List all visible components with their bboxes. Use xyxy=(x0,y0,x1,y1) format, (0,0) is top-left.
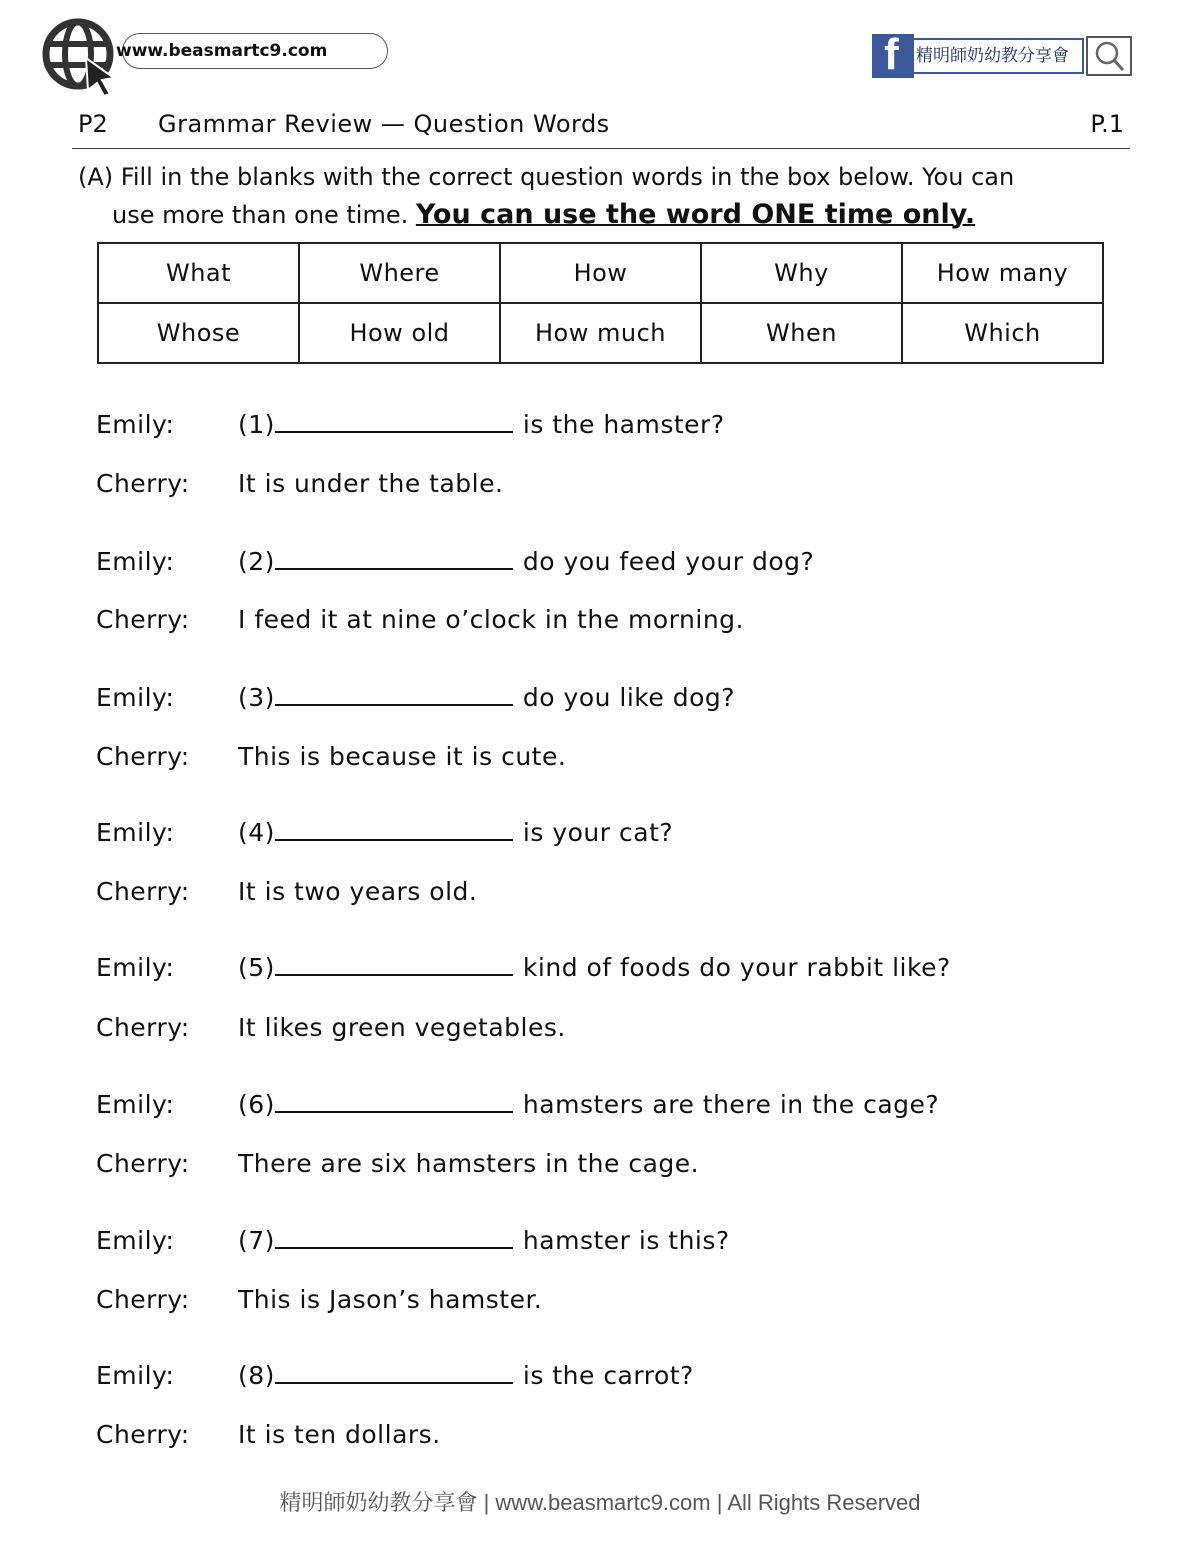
facebook-search-badge[interactable] xyxy=(872,30,1134,79)
facebook-page-name: 精明師奶幼教分享會 xyxy=(914,38,1084,74)
answer-text: I feed it at nine o’clock in the morning. xyxy=(238,605,744,634)
instruction-line-2-start: use more than one time. xyxy=(112,201,409,229)
question-speaker: Emily: xyxy=(96,1090,175,1119)
question-speaker: Emily: xyxy=(96,547,175,576)
question-line xyxy=(238,1361,694,1390)
answer-text: It is ten dollars. xyxy=(238,1420,441,1449)
page-number: P.1 xyxy=(1090,110,1124,138)
question-text: is the hamster? xyxy=(522,410,725,439)
question-number: (8) xyxy=(238,1361,275,1390)
question-speaker: Emily: xyxy=(96,410,175,439)
answer-text: It is under the table. xyxy=(238,469,504,498)
word-box xyxy=(97,242,1104,364)
word-cell: Whose xyxy=(98,303,299,363)
grade-label: P2 xyxy=(78,110,108,138)
instruction xyxy=(78,158,1118,234)
question-text: do you feed your dog? xyxy=(522,547,815,576)
question-number: (7) xyxy=(238,1226,275,1255)
word-cell: When xyxy=(701,303,902,363)
worksheet-title: Grammar Review — Question Words xyxy=(158,110,610,138)
question-speaker: Emily: xyxy=(96,818,175,847)
answer-blank[interactable] xyxy=(275,550,513,570)
footer: 精明師奶幼教分享會 | www.beasmartc9.com | All Rights Reserved xyxy=(279,1490,921,1515)
question-number: (3) xyxy=(238,683,275,712)
question-line xyxy=(238,953,951,982)
answer-blank[interactable] xyxy=(275,821,513,841)
instruction-emphasis: You can use the word ONE time only. xyxy=(415,199,976,230)
question-speaker: Emily: xyxy=(96,683,175,712)
question-number: (6) xyxy=(238,1090,275,1119)
search-icon xyxy=(1086,36,1132,76)
word-cell: Which xyxy=(902,303,1103,363)
question-text: is the carrot? xyxy=(522,1361,694,1390)
word-cell: What xyxy=(98,243,299,303)
answer-speaker: Cherry: xyxy=(96,1013,190,1042)
question-number: (5) xyxy=(238,953,275,982)
answer-text: It likes green vegetables. xyxy=(238,1013,566,1042)
question-line xyxy=(238,1226,730,1255)
answer-speaker: Cherry: xyxy=(96,742,190,771)
word-cell: How old xyxy=(299,303,500,363)
title-row xyxy=(78,110,1128,144)
answer-text: This is Jason’s hamster. xyxy=(238,1285,543,1314)
answer-blank[interactable] xyxy=(275,956,513,976)
question-text: do you like dog? xyxy=(522,683,736,712)
question-speaker: Emily: xyxy=(96,1226,175,1255)
instruction-line-1: (A) Fill in the blanks with the correct question words in the box below. You can xyxy=(78,163,1015,191)
question-line xyxy=(238,683,735,712)
answer-speaker: Cherry: xyxy=(96,605,190,634)
question-text: kind of foods do your rabbit like? xyxy=(522,953,951,982)
answer-blank[interactable] xyxy=(275,1229,513,1249)
answer-blank[interactable] xyxy=(275,1093,513,1113)
question-speaker: Emily: xyxy=(96,1361,175,1390)
question-number: (1) xyxy=(238,410,275,439)
question-line xyxy=(238,818,673,847)
answer-blank[interactable] xyxy=(275,413,513,433)
question-text: hamster is this? xyxy=(522,1226,730,1255)
question-line xyxy=(238,410,725,439)
question-text: is your cat? xyxy=(522,818,674,847)
answer-speaker: Cherry: xyxy=(96,469,190,498)
answer-blank[interactable] xyxy=(275,1364,513,1384)
globe-cursor-icon xyxy=(42,16,122,96)
answer-speaker: Cherry: xyxy=(96,877,190,906)
question-number: (2) xyxy=(238,547,275,576)
word-cell: How many xyxy=(902,243,1103,303)
answer-speaker: Cherry: xyxy=(96,1285,190,1314)
answer-text: This is because it is cute. xyxy=(238,742,567,771)
word-box-row xyxy=(98,303,1103,363)
word-box-row xyxy=(98,243,1103,303)
facebook-icon: f xyxy=(872,34,914,78)
answer-text: It is two years old. xyxy=(238,877,478,906)
question-number: (4) xyxy=(238,818,275,847)
word-cell: How xyxy=(500,243,701,303)
question-line xyxy=(238,547,814,576)
answer-speaker: Cherry: xyxy=(96,1149,190,1178)
question-text: hamsters are there in the cage? xyxy=(522,1090,940,1119)
word-cell: Where xyxy=(299,243,500,303)
answer-blank[interactable] xyxy=(275,686,513,706)
word-cell: Why xyxy=(701,243,902,303)
word-cell: How much xyxy=(500,303,701,363)
question-line xyxy=(238,1090,939,1119)
website-url[interactable]: www.beasmartc9.com xyxy=(116,41,328,61)
answer-text: There are six hamsters in the cage. xyxy=(238,1149,700,1178)
question-speaker: Emily: xyxy=(96,953,175,982)
answer-speaker: Cherry: xyxy=(96,1420,190,1449)
instruction-line-2 xyxy=(78,196,1118,234)
title-divider xyxy=(72,148,1130,149)
